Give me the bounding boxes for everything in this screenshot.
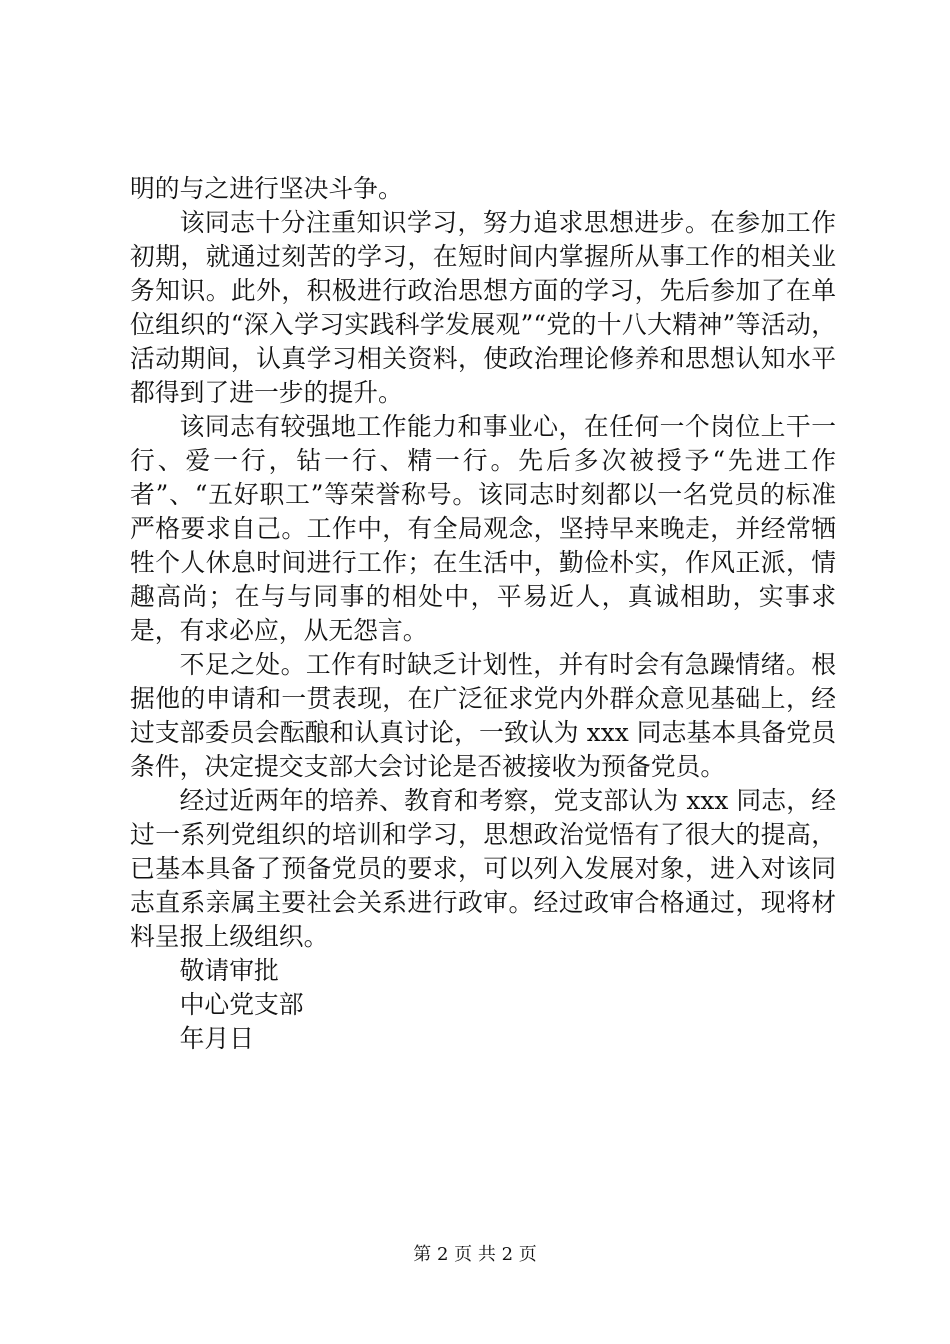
closing-line: 敬请审批 xyxy=(179,956,279,985)
paragraph-3: 该同志有较强地工作能力和事业心，在任何一个岗位上干一行、爱一行，钻一行、精一行。先后多次被授予“先进工作者”、“五好职工”等荣誉称号。该同志时刻都以一名党员的标准严格要求自己。工作中，有全局观念，坚持早来晚走，并经常牺牲个人休息时间进行工作；在生活中，勤俭朴实，作风正派，情趣高尚；在与与同事的相处中，平易近人，真诚相助，实事求是，有求必应，从无怨言。 xyxy=(130,412,836,645)
date-line: 年月日 xyxy=(179,1024,254,1053)
paragraph-1: 明的与之进行坚决斗争。 xyxy=(130,174,403,203)
paragraph-5: 经过近两年的培养、教育和考察，党支部认为 xxx 同志，经过一系列党组织的培训和学习，思想政治觉悟有了很大的提高，已基本具备了预备党员的要求，可以列入发展对象，进入对该同志直系亲属主要社会关系进行政审。经过政审合格通过，现将材料呈报上级组织。 xyxy=(130,786,836,951)
signature-line: 中心党支部 xyxy=(179,990,304,1019)
document-body xyxy=(130,172,836,1056)
paragraph-2: 该同志十分注重知识学习，努力追求思想进步。在参加工作初期，就通过刻苦的学习，在短时间内掌握所从事工作的相关业务知识。此外，积极进行政治思想方面的学习，先后参加了在单位组织的“深入学习实践科学发展观”“党的十八大精神”等活动，活动期间，认真学习相关资料，使政治理论修养和思想认知水平都得到了进一步的提升。 xyxy=(130,208,836,407)
page-number-footer: 第 2 页 共 2 页 xyxy=(413,1244,537,1265)
paragraph-4: 不足之处。工作有时缺乏计划性，并有时会有急躁情绪。根据他的申请和一贯表现，在广泛征求党内外群众意见基础上，经过支部委员会酝酿和认真讨论，一致认为 xxx 同志基本具备党员条件，决定提交支部大会讨论是否被接收为预备党员。 xyxy=(130,650,836,781)
